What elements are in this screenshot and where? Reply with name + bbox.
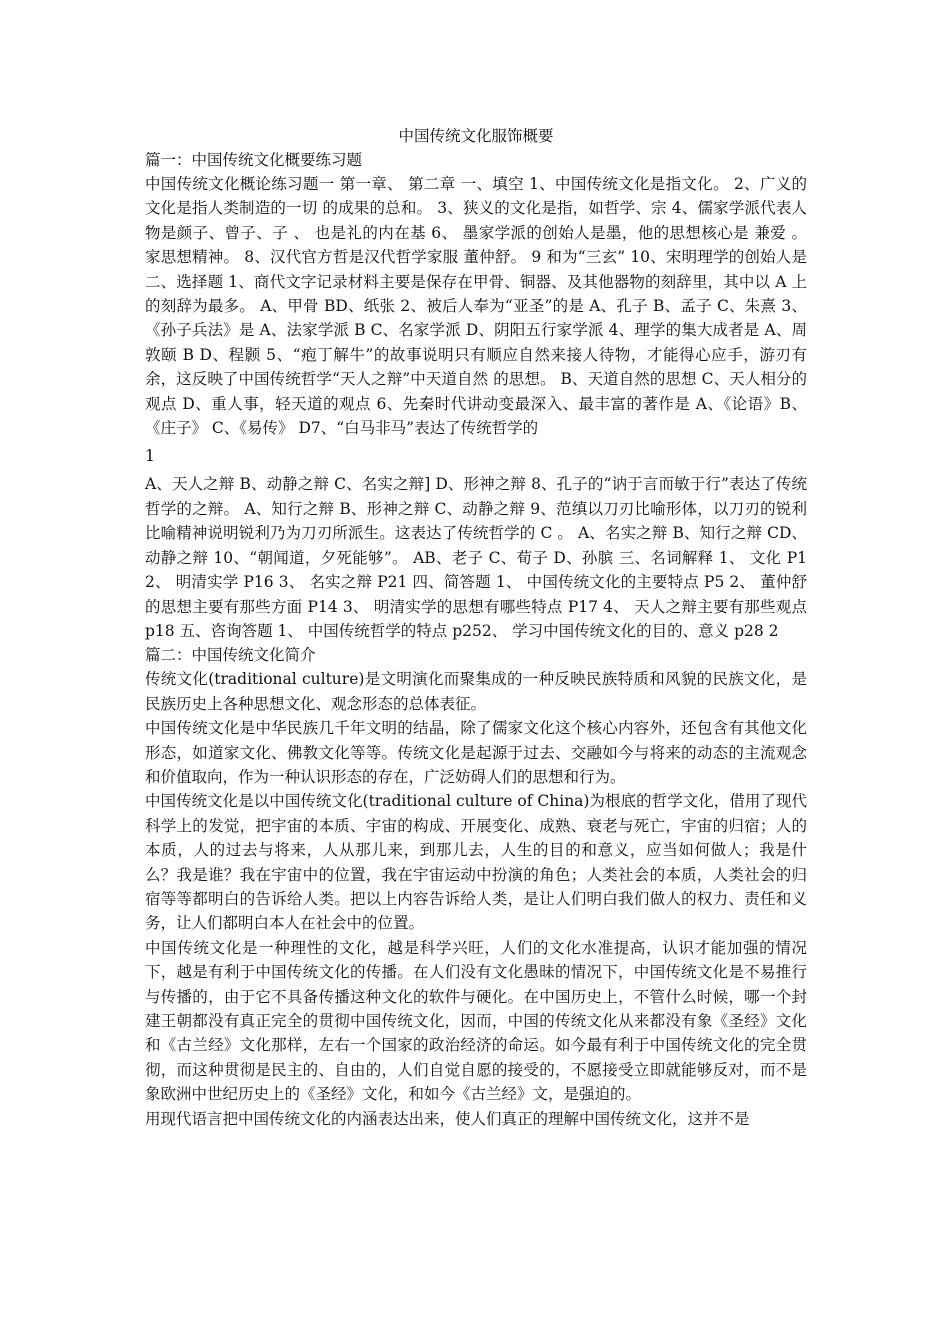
paragraph: 传统文化(traditional culture)是文明演化而聚集成的一种反映民族特质和风貌的民族文化，是民族历史上各种思想文化、观念形态的总体表征。 [145, 670, 807, 713]
paragraph: 中国传统文化概论练习题一 第一章、 第二章 一、填空 1、中国传统文化是指文化。 2、广义的文化是指人类制造的一切 的成果的总和。 3、狭义的文化是指，如哲学、宗 4、儒家学派代表人物是颜子、曾子、子 、 也是礼的内在基 6、 墨家学派的创始人是墨，他的思想核心是 兼爱 。 家思想精神。 8、汉代官方哲是汉代哲学家服 董仲舒。 9 和为“三玄” 10、宋明理学的创始人是 二、选择题 1、商代文字记录材料主要是保存在甲骨、铜器、及其他器物的刻辞里，其中以 A 上的刻辞为最多。 A、甲骨 BD、纸张 2、被后人奉为“亚圣”的是 A、孔子 B、孟子 C、朱熹 3、《孙子兵法》是 A、法家学派 B C、名家学派 D、阴阳五行家学派 4、理学的集大成者是 A、周敦颐 B D、程颢 5、“疱丁解牛”的故事说明只有顺应自然来接人待物，才能得心应手，游刃有余，这反映了中国传统哲学“天人之辩”中天道自然 的思想。 B、天道自然的思想 C、天人相分的观点 D、重人事，轻天道的观点 6、先秦时代讲动变最深入、最丰富的著作是 A、《论语》B、《庄子》 C、《易传》 D7、“白马非马”表达了传统哲学的 [145, 175, 807, 438]
section-heading-1: 篇一：中国传统文化概要练习题 [145, 151, 363, 169]
paragraph: 中国传统文化是中华民族几千年文明的结晶，除了儒家文化这个核心内容外，还包含有其他文化形态，如道家文化、佛教文化等等。传统文化是起源于过去、交融如今与将来的动态的主流观念和价值取向，作为一种认识形态的存在，广泛妨碍人们的思想和行为。 [145, 719, 807, 786]
paragraph: 中国传统文化是以中国传统文化(traditional culture of China)为根底的哲学文化，借用了现代科学上的发觉，把宇宙的本质、宇宙的构成、开展变化、成熟、衰老与死亡，宇宙的归宿；人的本质，人的过去与将来，人从那儿来，到那儿去，人生的目的和意义，应当如何做人；我是什么？我是谁？我在宇宙中的位置，我在宇宙运动中扮演的角色；人类社会的本质，人类社会的归宿等等都明白的告诉给人类。把以上内容告诉给人类，是让人们明白我们做人的权力、责任和义务，让人们都明白本人在社会中的位置。 [145, 792, 807, 933]
section-heading-2: 篇二：中国传统文化简介 [145, 646, 316, 665]
paragraph: 用现代语言把中国传统文化的内涵表达出来，使人们真正的理解中国传统文化，这并不是 [145, 1109, 750, 1128]
page-number: 1 [145, 447, 155, 466]
document-page [145, 124, 807, 1131]
document-title: 中国传统文化服饰概要 [398, 127, 554, 145]
paragraph: 中国传统文化是一种理性的文化，越是科学兴旺，人们的文化水准提高，认识才能加强的情况下，越是有利于中国传统文化的传播。在人们没有文化愚昧的情况下，中国传统文化是不易推行与传播的，由于它不具备传播这种文化的软件与硬化。在中国历史上，不管什么时候，哪一个封建王朝都没有真正完全的贯彻中国传统文化，因而，中国的传统文化从来都没有象《圣经》文化和《古兰经》文化那样，左右一个国家的政治经济的命运。如今最有利于中国传统文化的完全贯彻，而这种贯彻是民主的、自由的，人们自觉自愿的接受的，不愿接受立即就能够反对，而不是象欧洲中世纪历史上的《圣经》文化，和如今《古兰经》文，是强迫的。 [145, 938, 807, 1104]
paragraph: A、天人之辩 B、动静之辩 C、名实之辩] D、形神之辩 8、孔子的“讷于言而敏于行”表达了传统哲学的之辩。 A、知行之辩 B、形神之辩 C、动静之辩 9、范缜以刀刃比喻形体，以刀刃的锐利比喻精神说明锐利乃为刀刃所派生。这表达了传统哲学的 C 。 A、名实之辩 B、知行之辩 CD、动静之辩 10、“朝闻道，夕死能够”。 AB、老子 C、荀子 D、孙膑 三、名词解释 1、 文化 P1 2、 明清实学 P16 3、 名实之辩 P21 四、简答题 1、 中国传统文化的主要特点 P5 2、 董仲舒的思想主要有那些方面 P14 3、 明清实学的思想有哪些特点 P17 4、 天人之辩主要有那些观点 p18 五、咨询答题 1、 中国传统哲学的特点 p252、 学习中国传统文化的目的、意义 p28 2 [145, 475, 807, 640]
